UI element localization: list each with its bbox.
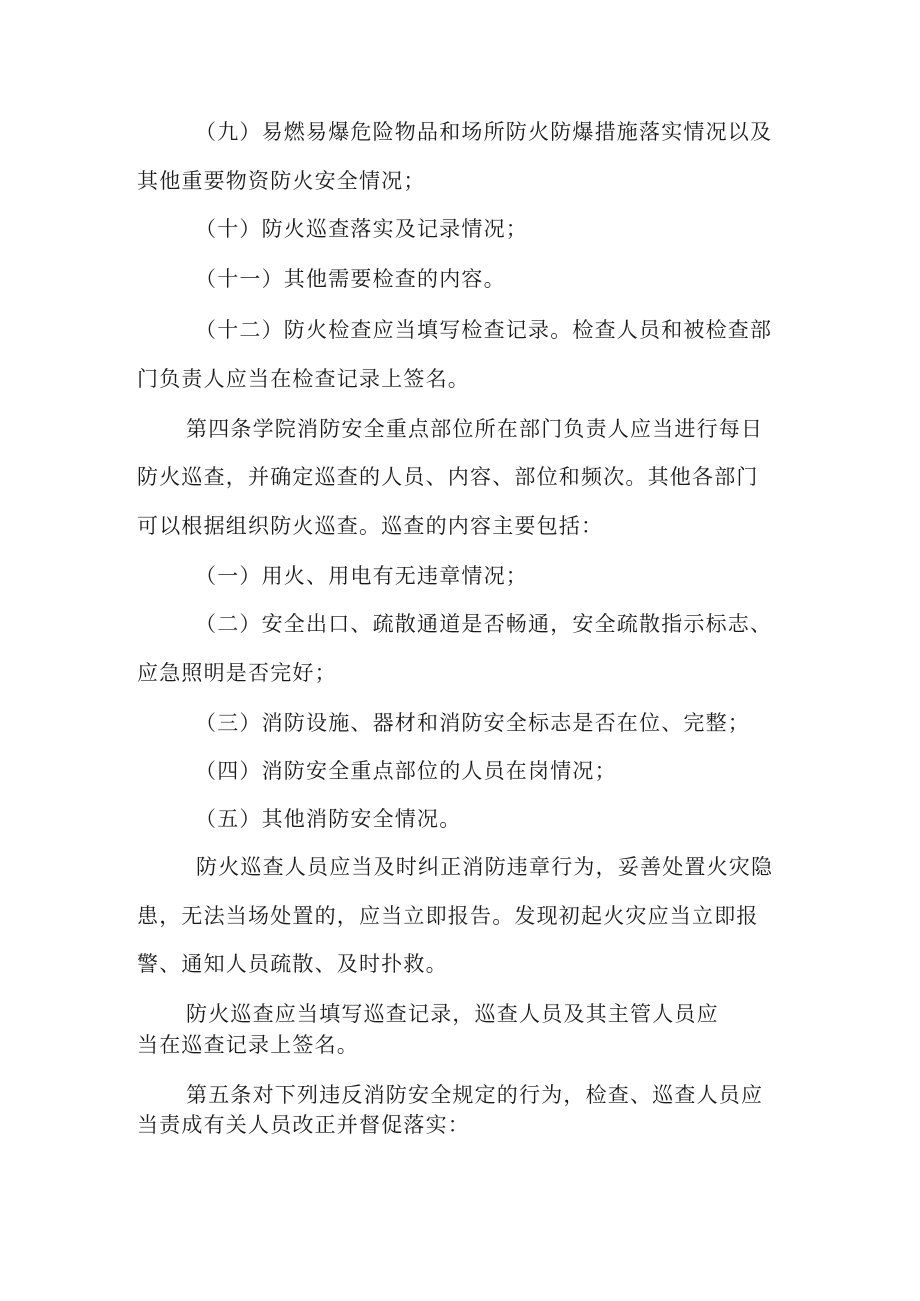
text-line: 当责成有关人员改正并督促落实： xyxy=(137,1113,470,1137)
text-line: （十）防火巡查落实及记录情况； xyxy=(195,217,528,241)
text-line: 门负责人应当在检查记录上签名。 xyxy=(137,367,470,391)
text-line: （四）消防安全重点部位的人员在岗情况； xyxy=(195,759,617,783)
text-line: （十二）防火检查应当填写检查记录。检查人员和被检查部 xyxy=(195,318,773,342)
text-line: 防火巡查人员应当及时纠正消防违章行为，妥善处置火灾隐 xyxy=(196,855,774,879)
text-line: 第五条对下列违反消防安全规定的行为，检查、巡查人员应 xyxy=(186,1083,764,1107)
text-line: （九）易燃易爆危险物品和场所防火防爆措施落实情况以及 xyxy=(195,120,773,144)
text-line: 当在巡查记录上签名。 xyxy=(137,1033,359,1057)
text-line: （二）安全出口、疏散通道是否畅通，安全疏散指示标志、 xyxy=(195,612,773,636)
text-line: （五）其他消防安全情况。 xyxy=(195,807,462,831)
text-line: 应急照明是否完好； xyxy=(137,661,337,685)
text-line: 警、通知人员疏散、及时扑救。 xyxy=(137,952,448,976)
text-line: 患，无法当场处置的，应当立即报告。发现初起火灾应当立即报 xyxy=(137,904,759,928)
text-line: 第四条学院消防安全重点部位所在部门负责人应当进行每日 xyxy=(186,417,764,441)
text-line: （三）消防设施、器材和消防安全标志是否在位、完整； xyxy=(195,711,750,735)
text-line: （一）用火、用电有无违章情况； xyxy=(195,564,528,588)
text-line: 防火巡查应当填写巡查记录，巡查人员及其主管人员应 xyxy=(186,1002,719,1026)
text-line: 其他重要物资防火安全情况； xyxy=(137,169,426,193)
text-line: 防火巡查，并确定巡查的人员、内容、部位和频次。其他各部门 xyxy=(137,465,759,489)
text-line: 可以根据组织防火巡查。巡查的内容主要包括： xyxy=(137,514,604,538)
text-line: （十一）其他需要检查的内容。 xyxy=(195,267,506,291)
